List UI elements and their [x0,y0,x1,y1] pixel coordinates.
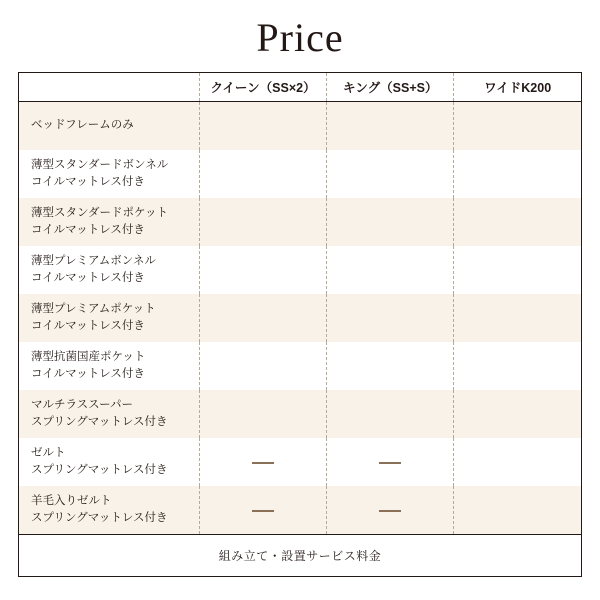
row-value-king [327,390,454,438]
dash-mark [252,510,274,512]
row-value-king [327,150,454,198]
row-value-queen [200,390,327,438]
dash-mark [252,462,274,464]
assembly-service-fee-note: 組み立て・設置サービス料金 [19,534,581,576]
row-value-wide [454,294,581,342]
row-value-queen [200,438,327,486]
row-value-king [327,198,454,246]
row-value-queen [200,342,327,390]
row-value-wide [454,102,581,151]
row-value-king [327,246,454,294]
dash-mark [379,510,401,512]
row-label: ベッドフレームのみ [19,102,200,151]
row-value-wide [454,198,581,246]
row-label: マルチラススーパー スプリングマットレス付き [19,390,200,438]
table-header-row [19,73,581,102]
row-value-wide [454,438,581,486]
dash-mark [379,462,401,464]
row-value-king [327,342,454,390]
table-row [19,150,581,198]
row-value-queen [200,102,327,151]
row-value-king [327,486,454,534]
row-value-wide [454,150,581,198]
row-value-queen [200,150,327,198]
row-value-queen [200,198,327,246]
row-label: 薄型プレミアムポケット コイルマットレス付き [19,294,200,342]
table-row [19,102,581,151]
row-value-wide [454,342,581,390]
row-label: 薄型スタンダードボンネル コイルマットレス付き [19,150,200,198]
column-header-wide-k200: ワイドK200 [454,73,581,102]
column-header-king: キング（SS+S） [327,73,454,102]
column-header-label [19,73,200,102]
row-value-king [327,102,454,151]
row-value-wide [454,246,581,294]
table-row [19,486,581,534]
price-table [19,73,581,534]
row-value-queen [200,246,327,294]
table-row [19,294,581,342]
row-label: 羊毛入りゼルト スプリングマットレス付き [19,486,200,534]
row-value-king [327,438,454,486]
table-row [19,342,581,390]
row-value-wide [454,486,581,534]
table-body [19,102,581,535]
table-row [19,246,581,294]
row-label: 薄型スタンダードポケット コイルマットレス付き [19,198,200,246]
table-row [19,390,581,438]
row-label: 薄型プレミアムボンネル コイルマットレス付き [19,246,200,294]
column-header-queen: クイーン（SS×2） [200,73,327,102]
row-label: 薄型抗菌国産ポケット コイルマットレス付き [19,342,200,390]
price-table-container [18,72,582,534]
row-value-queen [200,486,327,534]
row-label: ゼルト スプリングマットレス付き [19,438,200,486]
row-value-queen [200,294,327,342]
table-row [19,198,581,246]
table-row [19,438,581,486]
table-head [19,73,581,102]
row-value-king [327,294,454,342]
page-title: Price [256,15,344,60]
footer-container [18,534,582,577]
row-value-wide [454,390,581,438]
